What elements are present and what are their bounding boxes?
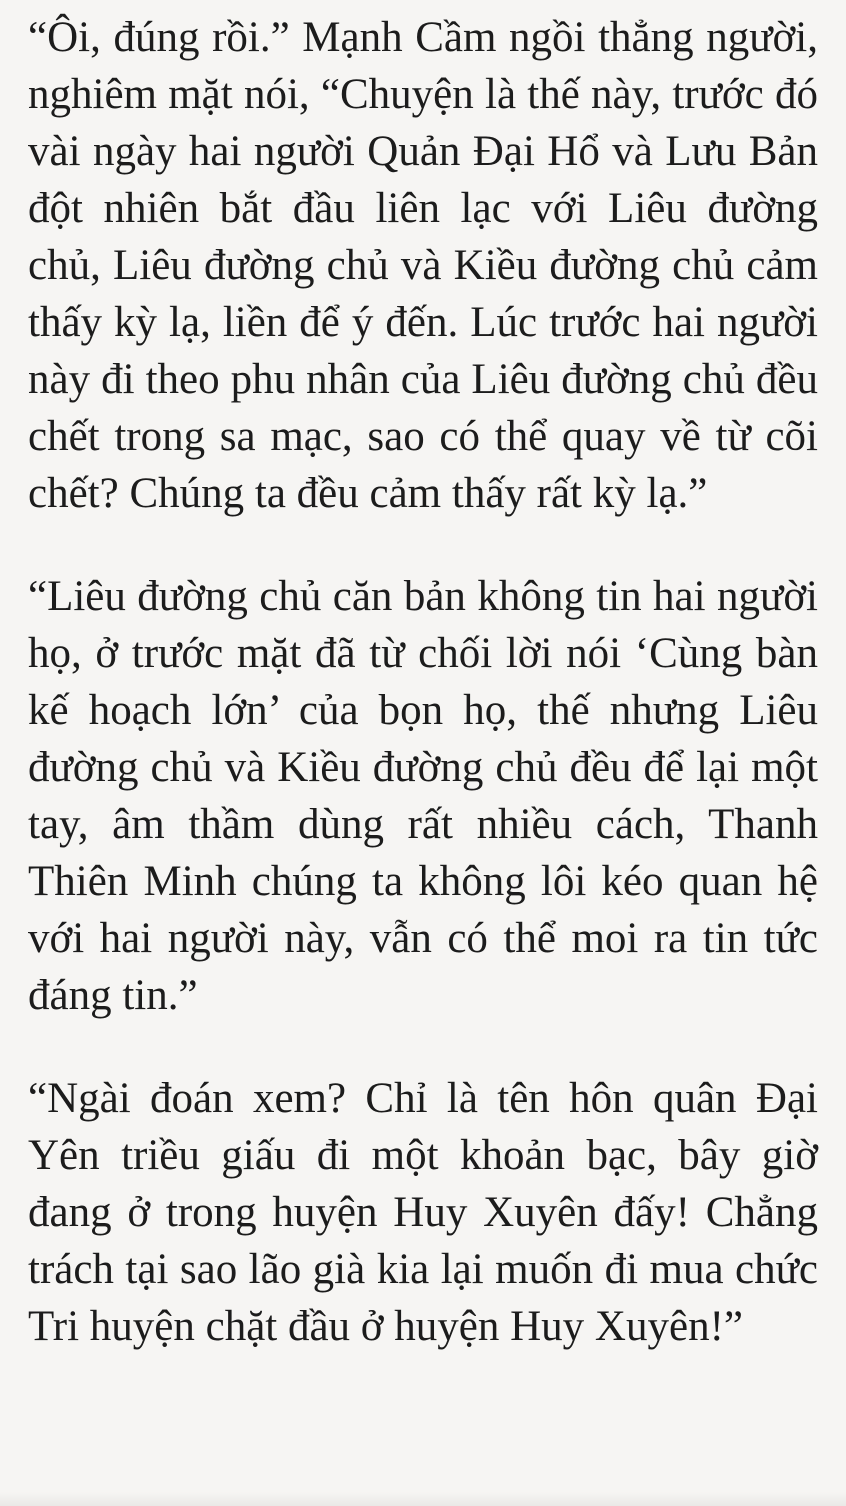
paragraph-3: “Ngài đoán xem? Chỉ là tên hôn quân Đại Yên triều giấu đi một khoản bạc, bây giờ đang ở trong huyện Huy Xuyên đấy! Chẳng trách tại sao lão già kia lại muốn đi mua chức Tri huyện chặt đầu ở huyện Huy Xuyên!” (28, 1075, 818, 1350)
paragraph-1: “Ôi, đúng rồi.” Mạnh Cầm ngồi thẳng người, nghiêm mặt nói, “Chuyện là thế này, trước đó vài ngày hai người Quản Đại Hổ và Lưu Bản đột nhiên bắt đầu liên lạc với Liêu đường chủ, Liêu đường chủ và Kiều đường chủ cảm thấy kỳ lạ, liền để ý đến. Lúc trước hai người này đi theo phu nhân của Liêu đường chủ đều chết trong sa mạc, sao có thể quay về từ cõi chết? Chúng ta đều cảm thấy rất kỳ lạ.” (28, 14, 818, 517)
paragraph-2: “Liêu đường chủ căn bản không tin hai người họ, ở trước mặt đã từ chối lời nói ‘Cùng bàn kế hoạch lớn’ của bọn họ, thế nhưng Liêu đường chủ và Kiều đường chủ đều để lại một tay, âm thầm dùng rất nhiều cách, Thanh Thiên Minh chúng ta không lôi kéo quan hệ với hai người này, vẫn có thể moi ra tin tức đáng tin.” (28, 573, 818, 1019)
